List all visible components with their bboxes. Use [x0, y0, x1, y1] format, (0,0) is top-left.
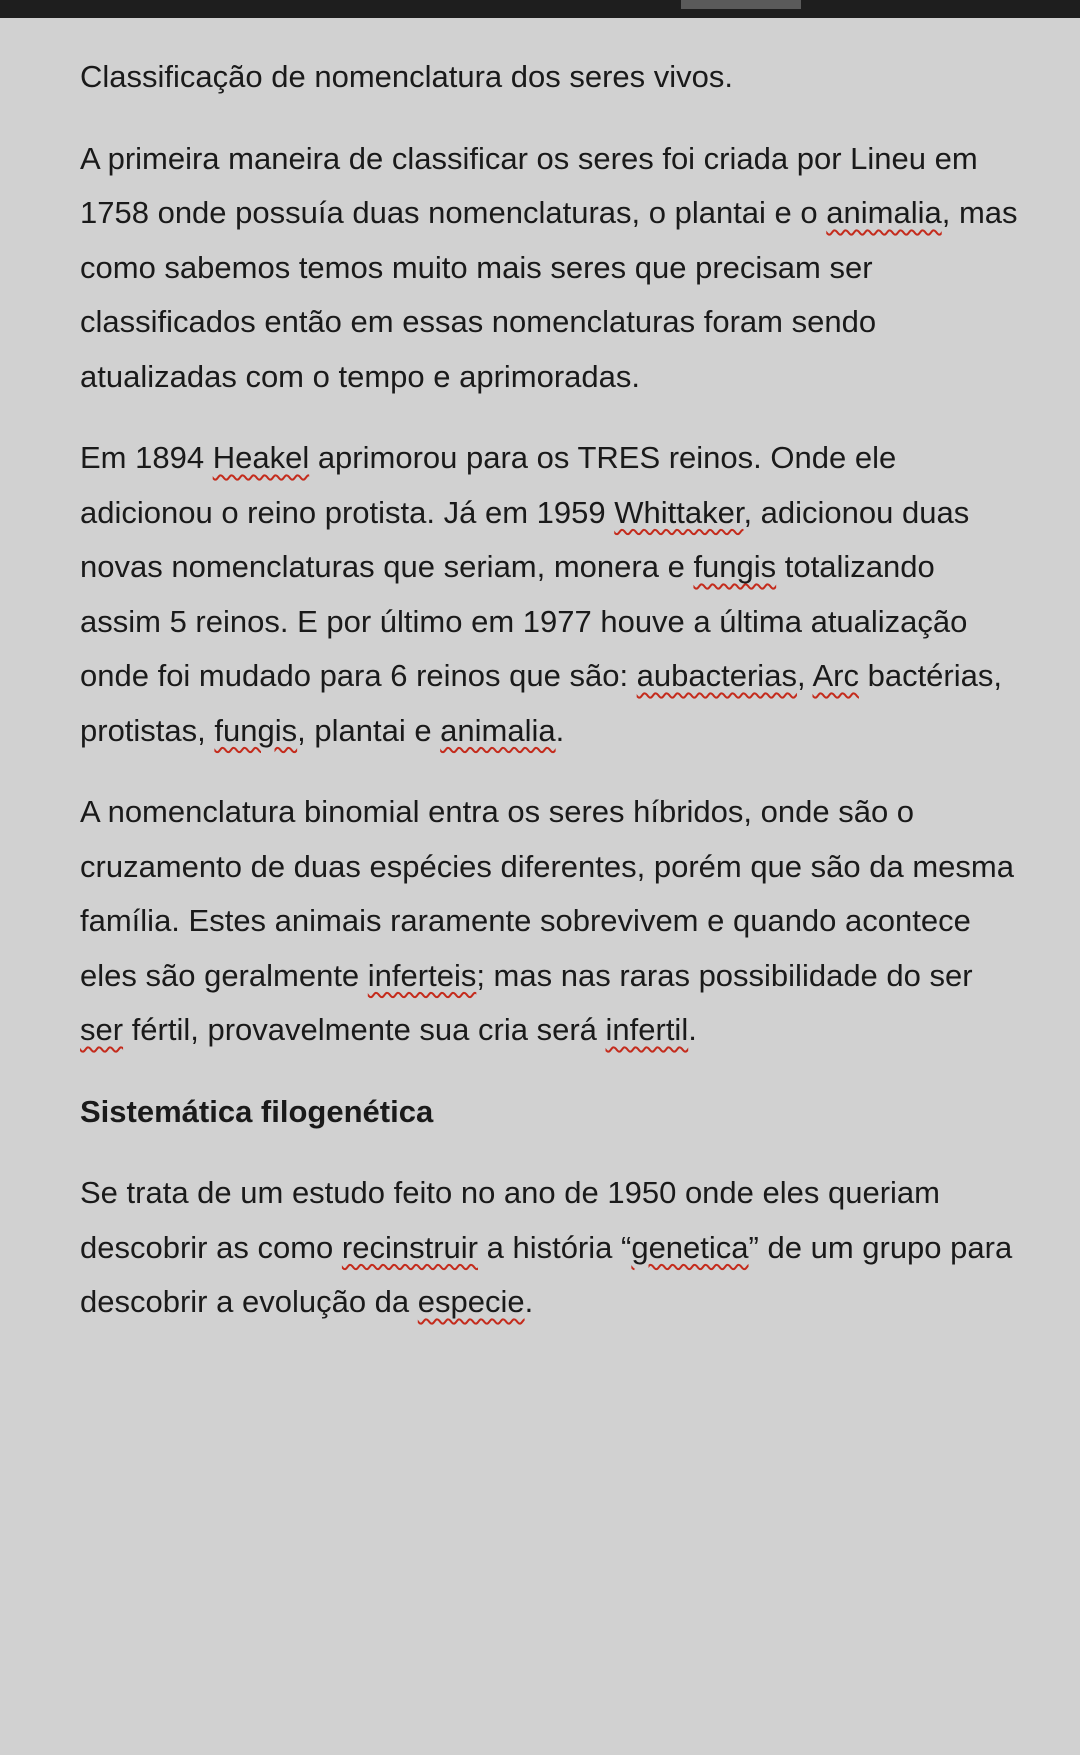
misspelled-word: genetica [631, 1229, 749, 1265]
misspelled-word: aubacterias [636, 658, 797, 693]
text-run: aprimorou para os TRES reinos. Onde ele adicionou o reino protista. Já em 1959 [80, 440, 897, 530]
window-top-bar [0, 0, 1080, 18]
text-run: , mas como sabemos temos muito mais seres que precisam ser classificados então em essas nomenclaturas foram sendo atualizadas com o tempo e aprimoradas. [80, 195, 1018, 394]
misspelled-word: Arc [812, 658, 859, 693]
paragraph-kingdoms [80, 431, 1020, 758]
misspelled-word: ser [80, 1012, 124, 1047]
misspelled-word: Whittaker [614, 494, 744, 530]
text-run: ” de um grupo para descobrir a evolução da [80, 1229, 1013, 1319]
text-run: A primeira maneira de classificar os seres foi criada por Lineu em 1758 onde possuía duas nomenclaturas, o plantai e o [80, 140, 978, 230]
text-run: a história “ [477, 1229, 632, 1265]
document-title: Classificação de nomenclatura dos seres vivos. [80, 59, 734, 94]
paragraph-hybrids [80, 785, 1020, 1058]
text-run: bactérias, protistas, [80, 658, 1002, 748]
text-run: totalizando assim 5 reinos. E por último em 1977 houve a última atualização onde foi mudado para 6 reinos que são: [80, 549, 968, 693]
section-heading: Sistemática filogenética [80, 1093, 434, 1129]
misspelled-word: fungis [693, 549, 777, 584]
text-run: A nomenclatura binomial entra os seres híbridos, onde são o cruzamento de duas espécies diferentes, porém que são da mesma família. Estes animais raramente sobrevivem e quando acontece eles são geralmente [80, 794, 1014, 993]
text-run: Em 1894 [80, 440, 213, 475]
text-run: , [796, 658, 813, 693]
misspelled-word: animalia [826, 195, 942, 230]
text-run: . [688, 1012, 697, 1047]
text-run: . [524, 1284, 534, 1319]
misspelled-word: infertil [605, 1012, 689, 1047]
misspelled-word: recinstruir [341, 1229, 478, 1265]
scroll-thumb[interactable] [681, 0, 801, 9]
document-page [80, 50, 1020, 1357]
text-run: Se trata de um estudo feito no ano de 1950 onde eles queriam descobrir as como [80, 1175, 940, 1265]
misspelled-word: Heakel [212, 440, 310, 475]
misspelled-word: fungis [214, 712, 298, 748]
paragraph-phylogenetic [80, 1166, 1020, 1330]
text-run: . [555, 712, 565, 748]
text-run: , plantai e [297, 712, 441, 748]
misspelled-word: animalia [440, 712, 556, 748]
paragraph-lineu [80, 132, 1020, 405]
misspelled-word: inferteis [367, 957, 477, 993]
text-run: fértil, provavelmente sua cria será [123, 1012, 606, 1047]
misspelled-word: especie [417, 1284, 525, 1319]
text-run: ; mas nas raras possibilidade do ser [476, 957, 973, 993]
text-run: , adicionou duas novas nomenclaturas que seriam, monera e [80, 494, 970, 584]
